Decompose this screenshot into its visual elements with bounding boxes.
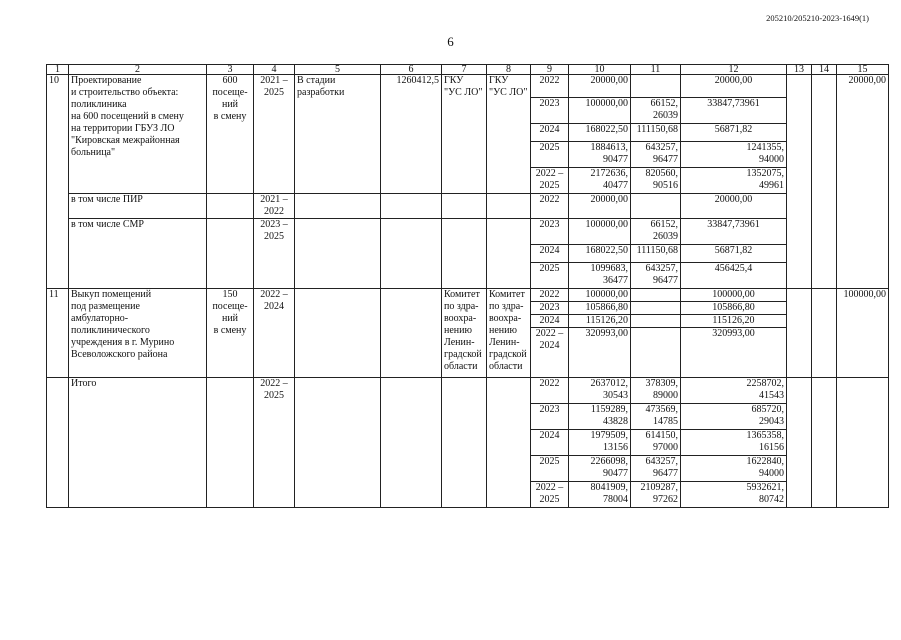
empty-cell	[47, 378, 69, 508]
year-cell: 2024	[531, 124, 569, 142]
total-cell: 2637012, 30543	[569, 378, 631, 404]
regional-cell: 33847,73961	[681, 219, 787, 245]
program-table	[46, 64, 889, 508]
col-header: 13	[787, 65, 812, 75]
regional-cell: 20000,00	[681, 194, 787, 219]
federal-cell	[631, 328, 681, 378]
federal-cell: 614150, 97000	[631, 430, 681, 456]
federal-cell: 2109287, 97262	[631, 482, 681, 508]
regional-cell: 1622840, 94000	[681, 456, 787, 482]
empty-cell	[812, 289, 837, 378]
year-cell: 2025	[531, 142, 569, 168]
col-header: 5	[295, 65, 381, 75]
developer: Комитет по здра- воохра- нению Ленин- градской области	[487, 289, 531, 378]
year-cell: 2023	[531, 404, 569, 430]
capacity: 150 посеще- ний в смену	[207, 289, 254, 378]
year-cell: 2022	[531, 378, 569, 404]
federal-cell	[631, 75, 681, 98]
col-header: 9	[531, 65, 569, 75]
year-cell: 2025	[531, 456, 569, 482]
object-name: Выкуп помещений под размещение амбулаторно- поликлинического учреждения в г. Мурино Всеволожского района	[69, 289, 207, 378]
empty-cell	[442, 194, 487, 219]
federal-cell	[631, 302, 681, 315]
total-cell: 100000,00	[569, 219, 631, 245]
year-cell: 2022	[531, 75, 569, 98]
year-cell: 2024	[531, 430, 569, 456]
stage: В стадии разработки	[295, 75, 381, 194]
row-number: 10	[47, 75, 69, 289]
col-header: 14	[812, 65, 837, 75]
federal-cell: 378309, 89000	[631, 378, 681, 404]
regional-cell: 1352075, 49961	[681, 168, 787, 194]
empty-cell	[812, 75, 837, 289]
year-cell: 2022 – 2024	[531, 328, 569, 378]
year-cell: 2022	[531, 289, 569, 302]
regional-cell: 56871,82	[681, 124, 787, 142]
table-row	[47, 219, 889, 245]
regional-cell: 115126,20	[681, 315, 787, 328]
period: 2021 – 2022	[254, 194, 295, 219]
total-cell: 1099683, 36477	[569, 263, 631, 289]
total-cell: 1159289, 43828	[569, 404, 631, 430]
subitem-label: в том числе ПИР	[69, 194, 207, 219]
period: 2023 – 2025	[254, 219, 295, 289]
capacity: 600 посеще- ний в смену	[207, 75, 254, 194]
total-cell: 2266098, 90477	[569, 456, 631, 482]
regional-cell: 320993,00	[681, 328, 787, 378]
year-cell: 2022 – 2025	[531, 482, 569, 508]
regional-cell: 1365358, 16156	[681, 430, 787, 456]
empty-cell	[207, 378, 254, 508]
period: 2022 – 2024	[254, 289, 295, 378]
total-cell: 105866,80	[569, 302, 631, 315]
empty-cell	[487, 219, 531, 289]
empty-cell	[487, 378, 531, 508]
total-cell: 100000,00	[569, 98, 631, 124]
total-cell: 8041909, 78004	[569, 482, 631, 508]
regional-cell: 105866,80	[681, 302, 787, 315]
table-row	[47, 194, 889, 219]
col15-value: 20000,00	[837, 75, 889, 289]
empty-cell	[295, 194, 381, 219]
regional-cell: 33847,73961	[681, 98, 787, 124]
regional-cell: 100000,00	[681, 289, 787, 302]
col-header: 6	[381, 65, 442, 75]
customer: ГКУ "УС ЛО"	[442, 75, 487, 194]
total-cell: 320993,00	[569, 328, 631, 378]
regional-cell: 2258702, 41543	[681, 378, 787, 404]
year-cell: 2023	[531, 98, 569, 124]
col-header: 11	[631, 65, 681, 75]
empty-cell	[812, 378, 837, 508]
empty-cell	[787, 75, 812, 289]
federal-cell: 111150,68	[631, 124, 681, 142]
period: 2021 – 2025	[254, 75, 295, 194]
column-number-row	[47, 65, 889, 75]
empty-cell	[381, 219, 442, 289]
table-row	[47, 289, 889, 302]
total-cell: 20000,00	[569, 75, 631, 98]
total-cell: 168022,50	[569, 124, 631, 142]
federal-cell: 66152, 26039	[631, 219, 681, 245]
table-row	[47, 75, 889, 98]
federal-cell: 66152, 26039	[631, 98, 681, 124]
empty-cell	[207, 219, 254, 289]
federal-cell: 111150,68	[631, 245, 681, 263]
object-name: Проектирование и строительство объекта: поликлиника на 600 посещений в смену на территории ГБУЗ ЛО "Кировская межрайонная больница"	[69, 75, 207, 194]
col15-value: 100000,00	[837, 289, 889, 378]
total-cell: 100000,00	[569, 289, 631, 302]
year-cell: 2025	[531, 263, 569, 289]
total-cell: 2172636, 40477	[569, 168, 631, 194]
regional-cell: 456425,4	[681, 263, 787, 289]
customer: Комитет по здра- воохра- нению Ленин- градской области	[442, 289, 487, 378]
empty-cell	[381, 194, 442, 219]
federal-cell	[631, 289, 681, 302]
col-header: 2	[69, 65, 207, 75]
federal-cell: 643257, 96477	[631, 142, 681, 168]
total-cell: 168022,50	[569, 245, 631, 263]
empty-cell	[442, 378, 487, 508]
col-header: 8	[487, 65, 531, 75]
year-cell: 2024	[531, 245, 569, 263]
federal-cell	[631, 194, 681, 219]
empty-cell	[381, 378, 442, 508]
table-row	[47, 378, 889, 404]
total-cell: 115126,20	[569, 315, 631, 328]
total-cell: 20000,00	[569, 194, 631, 219]
year-cell: 2024	[531, 315, 569, 328]
total-label: Итого	[69, 378, 207, 508]
empty-cell	[787, 378, 812, 508]
federal-cell: 643257, 96477	[631, 263, 681, 289]
col-header: 10	[569, 65, 631, 75]
empty-cell	[207, 194, 254, 219]
total-cell: 1884613, 90477	[569, 142, 631, 168]
empty-cell	[837, 378, 889, 508]
empty-cell	[442, 219, 487, 289]
empty-cell	[295, 219, 381, 289]
empty-cell	[787, 289, 812, 378]
year-cell: 2023	[531, 302, 569, 315]
year-cell: 2023	[531, 219, 569, 245]
col-header: 4	[254, 65, 295, 75]
regional-cell: 685720, 29043	[681, 404, 787, 430]
regional-cell: 56871,82	[681, 245, 787, 263]
year-cell: 2022 – 2025	[531, 168, 569, 194]
col-header: 12	[681, 65, 787, 75]
regional-cell: 1241355, 94000	[681, 142, 787, 168]
federal-cell	[631, 315, 681, 328]
empty-cell	[487, 194, 531, 219]
empty-cell	[295, 289, 381, 378]
federal-cell: 643257, 96477	[631, 456, 681, 482]
total-cell: 1979509, 13156	[569, 430, 631, 456]
col-header: 1	[47, 65, 69, 75]
col-header: 7	[442, 65, 487, 75]
developer: ГКУ "УС ЛО"	[487, 75, 531, 194]
empty-cell	[381, 289, 442, 378]
col-header: 15	[837, 65, 889, 75]
document-reference: 205210/205210-2023-1649(1)	[766, 13, 869, 23]
federal-cell: 820560, 90516	[631, 168, 681, 194]
page-number: 6	[447, 34, 454, 49]
subitem-label: в том числе СМР	[69, 219, 207, 289]
estimated-cost: 1260412,5	[381, 75, 442, 194]
period: 2022 – 2025	[254, 378, 295, 508]
federal-cell: 473569, 14785	[631, 404, 681, 430]
row-number: 11	[47, 289, 69, 378]
empty-cell	[295, 378, 381, 508]
year-cell: 2022	[531, 194, 569, 219]
col-header: 3	[207, 65, 254, 75]
regional-cell: 20000,00	[681, 75, 787, 98]
regional-cell: 5932621, 80742	[681, 482, 787, 508]
